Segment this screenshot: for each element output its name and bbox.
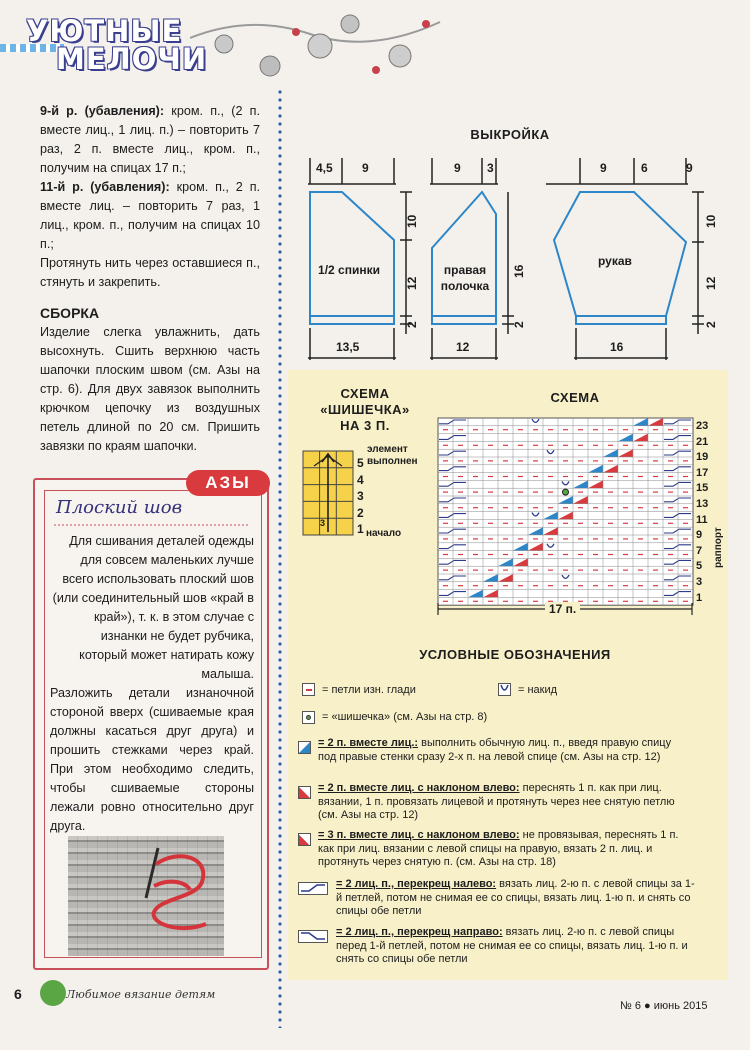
needle-thread-drawing [110, 838, 220, 948]
sk2p-text: не провязывая, переснять 1 п. как при лиц. вязании с левой спицы на правую, вязать 2 п. лиц. и протянуть через снятую п. (см. Азы на стр. 18) [318, 829, 679, 868]
yarn-over-symbol-icon [498, 683, 511, 696]
dim-top-6: 6 [641, 161, 648, 175]
scheme-row-number: 17 [696, 466, 709, 479]
pattern-title: ВЫКРОЙКА [470, 127, 550, 142]
repeat-label: раппорт [713, 527, 724, 568]
dim-sleeve-lower: 12 [704, 276, 718, 290]
legend-cross-left [336, 878, 696, 919]
scheme-row-number: 1 [696, 591, 703, 604]
dim-back-upper: 10 [405, 214, 419, 228]
finish-text: Протянуть нить через оставшиеся п., стянуть и закрепить. [40, 256, 260, 289]
scheme-row-number: 3 [696, 576, 703, 588]
bobble-mark [563, 489, 569, 495]
charms-decoration [190, 4, 450, 84]
tip-text-1: Для сшивания деталей одежды для совсем маленьких лучше всего использовать плоский шов (или соединительный шов «край в край»), т. к. в этом случае с изнанки не будет рубчика, который может натирать кожу малыша. [52, 534, 254, 681]
row9-heading: 9-й р. (убавления): [40, 104, 165, 118]
scheme-row-number: 15 [696, 482, 709, 495]
section-title-line2: МЕЛОЧИ [56, 42, 208, 76]
tip-text-2: Разложить детали изнаночной стороной вверх (сшиваемые края должны касаться друг друга) и прошить стежками через край. При этом необходимо следить, чтобы сшиваемые стороны лежали ровно относительно друг друга. [50, 686, 254, 833]
k2tog-heading: = 2 п. вместе лиц.: [318, 737, 419, 749]
ssk-symbol-icon [298, 786, 311, 799]
bobble-title-1: СХЕМА [340, 386, 390, 401]
legend-ssk [318, 782, 688, 823]
bobble-cell-number: 3 [320, 518, 326, 528]
assembly-heading: СБОРКА [40, 305, 100, 321]
bobble-symbol-icon [302, 711, 315, 724]
dim-top-7: 9 [686, 161, 693, 175]
column-divider [278, 88, 282, 1028]
scheme-title: СХЕМА [550, 390, 600, 405]
bobble-row-3: 3 [357, 489, 364, 503]
row9-text: кром. п., (2 п. вместе лиц., 1 лиц. п.) – повторить 7 раз, 2 п. вместе лиц., кром. п., получим на спицах 17 п.; [40, 104, 260, 175]
dim-bottom-back: 13,5 [336, 340, 360, 354]
dim-back-band: 2 [405, 321, 419, 328]
cross-right-symbol-icon [298, 930, 328, 943]
ssk-heading: = 2 п. вместе лиц. с наклоном влево: [318, 782, 520, 794]
cross-left-symbol-icon [298, 882, 328, 895]
row11-text: кром. п., 2 п. вместе лиц. – повторить 7 раз, 1 лиц., кром. п., получим на спицах 10 п.; [40, 180, 261, 251]
dim-bottom-front: 12 [456, 340, 470, 354]
scheme-row-number: 7 [696, 544, 703, 557]
cross-right-heading: = 2 лиц. п., перекрещ направо: [336, 926, 503, 938]
scheme-row-number: 9 [696, 529, 703, 542]
dim-top-4: 3 [487, 161, 494, 175]
legend-purl: = петли изн. глади [322, 684, 416, 696]
cross-left-text: вязать лиц. 2-ю п. с левой спицы за 1-й петлей, потом не снимая ее со спицы, вязать лиц. 1-ю п. и снять со спицы обе петли [336, 878, 695, 917]
pattern-drawing [296, 150, 726, 365]
section-title-line1: УЮТНЫЕ [26, 14, 183, 48]
bobble-start-label: начало [366, 528, 402, 539]
bobble-row-1: 1 [357, 522, 364, 536]
title-underline [54, 522, 250, 528]
ssk-text: переснять 1 п. как при лиц. вязании, 1 п. провязать лицевой и протянуть через нее снятую петлю (см. Азы на стр. 12) [318, 782, 675, 821]
assembly-text: Изделие слегка увлажнить, дать высохнуть. Сшить верхнюю часть шапочки плоским швом (см. Азы на стр. 6). Для двух завязок выполнить крючком цепочку из воздушных петель длиной по 20 см. Пришить завязки по краям шапочки. [40, 325, 260, 453]
legend-yarn-over: = накид [518, 684, 558, 696]
row11-heading: 11-й р. (убавления): [40, 180, 170, 194]
bobble-title [300, 386, 430, 434]
legend-sk2p [318, 829, 688, 870]
legend-cross-right [336, 926, 696, 967]
legend-k2tog [318, 737, 688, 764]
dim-front-height: 16 [512, 264, 526, 278]
sk2p-symbol-icon [298, 833, 311, 846]
dim-top-3: 9 [454, 161, 461, 175]
bobble-row-2: 2 [357, 506, 364, 520]
instructions-text [40, 102, 260, 456]
sk2p-heading: = 3 п. вместе лиц. с наклоном влево: [318, 829, 520, 841]
legend-bobble: = «шишечка» (см. Азы на стр. 8) [322, 711, 488, 723]
tip-badge: АЗЫ [186, 470, 270, 496]
purl-symbol-icon [302, 683, 315, 696]
bobble-chart [302, 450, 354, 536]
bobble-title-3: НА 3 П. [340, 418, 390, 433]
bobble-row-5: 5 [357, 456, 364, 470]
magazine-name: Любимое вязание детям [66, 988, 216, 1001]
scheme-row-number: 11 [696, 513, 708, 526]
scheme-row-number: 13 [696, 498, 709, 510]
dim-sleeve-band: 2 [704, 321, 718, 328]
bobble-done-label: элемент выполнен [367, 444, 418, 467]
sleeve-piece-label: рукав [598, 254, 632, 268]
page-number: 6 [14, 986, 22, 1002]
bobble-title-2: «ШИШЕЧКА» [320, 402, 410, 417]
scheme-row-number: 21 [696, 435, 709, 448]
cross-left-heading: = 2 лиц. п., перекрещ налево: [336, 878, 497, 890]
dim-sleeve-upper: 10 [704, 214, 718, 228]
dim-top-5: 9 [600, 161, 607, 175]
stitch-chart [436, 416, 696, 616]
dim-bottom-sleeve: 16 [610, 340, 624, 354]
stitches-label: 17 п. [545, 602, 580, 616]
tip-title: Плоский шов [56, 497, 183, 518]
back-piece-label: 1/2 спинки [318, 263, 380, 277]
issue-info: № 6 ● июнь 2015 [620, 1000, 708, 1012]
dim-top-1: 4,5 [316, 161, 333, 175]
dim-back-lower: 12 [405, 276, 419, 290]
k2tog-text: выполнить обычную лиц. п., введя правую спицу под правые стенки сразу 2-х п. на левой спице (см. Азы на стр. 12) [318, 737, 672, 763]
front-piece-label: правая полочка [440, 263, 490, 293]
bobble-row-4: 4 [357, 473, 364, 487]
legend-title: УСЛОВНЫЕ ОБОЗНАЧЕНИЯ [419, 647, 611, 662]
tip-text [50, 532, 254, 836]
scheme-row-number: 5 [696, 560, 703, 573]
dim-front-band: 2 [512, 321, 526, 328]
dim-top-2: 9 [362, 161, 369, 175]
k2tog-symbol-icon [298, 741, 311, 754]
yarn-ball-icon [40, 980, 66, 1006]
scheme-row-number: 23 [696, 420, 709, 432]
scheme-row-number: 19 [696, 451, 709, 464]
cross-right-text: вязать лиц. 2-ю п. с левой спицы перед 1-й петлей, потом не снимая ее со спицы, вязать лиц. 1-ю п. и снять со спицы обе петли [336, 926, 688, 965]
